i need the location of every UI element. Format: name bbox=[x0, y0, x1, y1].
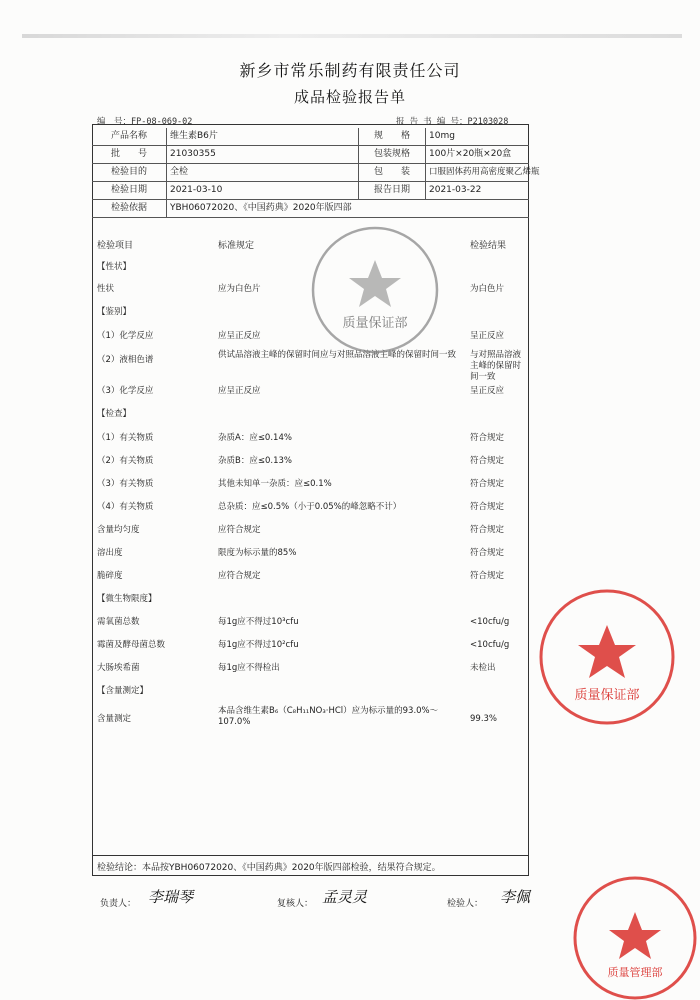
info-label: 检验日期 bbox=[92, 182, 167, 199]
section-heading: 【检查】 bbox=[97, 409, 132, 419]
test-item: 霉菌及酵母菌总数 bbox=[97, 640, 166, 650]
info-label: 产品名称 bbox=[92, 128, 167, 145]
test-item: （1）化学反应 bbox=[97, 331, 154, 341]
test-item: （2）有关物质 bbox=[97, 456, 154, 466]
scan-edge bbox=[22, 34, 682, 38]
test-result: 符合规定 bbox=[470, 571, 505, 581]
report-number: 报 告 书 编 号：P2103028 bbox=[396, 117, 509, 127]
responsible-signature: 李瑞琴 bbox=[148, 888, 194, 906]
column-header-standard: 标准规定 bbox=[218, 241, 255, 251]
test-result: 未检出 bbox=[470, 663, 496, 673]
info-label: 批 号 bbox=[92, 146, 167, 163]
basis-label: 检验依据 bbox=[92, 200, 167, 217]
test-result: 99.3% bbox=[470, 714, 498, 724]
section-heading: 【微生物限度】 bbox=[97, 594, 157, 604]
test-result: 呈正反应 bbox=[470, 331, 505, 341]
test-standard: 应符合规定 bbox=[218, 571, 261, 581]
company-red-stamp bbox=[535, 585, 680, 730]
test-result: <10cfu/g bbox=[470, 617, 510, 627]
info-row bbox=[92, 128, 529, 146]
test-item: （3）化学反应 bbox=[97, 386, 154, 396]
reviewer-label: 复核人： bbox=[277, 899, 314, 909]
test-standard: 限度为标示量的85% bbox=[218, 548, 297, 558]
info-row bbox=[92, 146, 529, 164]
test-result: 呈正反应 bbox=[470, 386, 505, 396]
info-label: 规 格 bbox=[359, 128, 426, 145]
test-standard: 应符合规定 bbox=[218, 525, 261, 535]
test-item: 脆碎度 bbox=[97, 571, 123, 581]
info-value: 全检 bbox=[167, 164, 359, 181]
test-item: 需氧菌总数 bbox=[97, 617, 140, 627]
inspector-label: 检验人： bbox=[447, 899, 484, 909]
test-item: 大肠埃希菌 bbox=[97, 663, 140, 673]
test-result: 符合规定 bbox=[470, 548, 505, 558]
info-value: 10mg bbox=[429, 131, 455, 141]
test-item: （2）液相色谱 bbox=[97, 355, 154, 365]
test-standard: 杂质B：应≤0.13% bbox=[218, 456, 292, 466]
test-result: 符合规定 bbox=[470, 479, 505, 489]
info-label: 报告日期 bbox=[359, 182, 426, 199]
test-result: 符合规定 bbox=[470, 525, 505, 535]
test-result: 符合规定 bbox=[470, 502, 505, 512]
test-result: 为白色片 bbox=[470, 284, 505, 294]
test-standard: 应呈正反应 bbox=[218, 331, 261, 341]
section-heading: 【鉴别】 bbox=[97, 307, 132, 317]
corner-red-stamp bbox=[565, 870, 700, 1000]
test-standard: 每1g应不得检出 bbox=[218, 663, 280, 673]
reviewer-signature: 孟灵灵 bbox=[322, 888, 368, 906]
document-number: 编 号：FP-08-069-02 bbox=[97, 117, 193, 127]
info-label: 检验目的 bbox=[92, 164, 167, 181]
test-item: 含量测定 bbox=[97, 714, 132, 724]
svg-text:质量保证部: 质量保证部 bbox=[574, 688, 640, 703]
section-heading: 【含量测定】 bbox=[97, 686, 149, 696]
info-value: 2021-03-10 bbox=[167, 182, 359, 199]
test-item: （4）有关物质 bbox=[97, 502, 154, 512]
test-standard: 其他未知单一杂质：应≤0.1% bbox=[218, 479, 332, 489]
inspector-signature: 李佩 bbox=[500, 888, 531, 906]
test-standard: 供试品溶液主峰的保留时间应与对照品溶液主峰的保留时间一致 bbox=[218, 350, 457, 360]
info-value: 21030355 bbox=[167, 146, 359, 163]
report-title: 成品检验报告单 bbox=[293, 88, 406, 106]
test-item: 含量均匀度 bbox=[97, 525, 140, 535]
info-row bbox=[92, 182, 529, 200]
test-result: <10cfu/g bbox=[470, 640, 510, 650]
info-value: 100片×20瓶×20盒 bbox=[429, 149, 512, 159]
info-value: 口服固体药用高密度聚乙烯瓶 bbox=[429, 167, 540, 177]
conclusion-divider bbox=[92, 855, 529, 856]
info-value: 维生素B6片 bbox=[167, 128, 359, 145]
column-header-result: 检验结果 bbox=[470, 241, 507, 251]
inspection-conclusion: 检验结论：本品按YBH06072020、《中国药典》2020年版四部检验，结果符合规定。 bbox=[97, 863, 441, 873]
test-standard: 杂质A：应≤0.14% bbox=[218, 433, 292, 443]
test-standard: 每1g应不得过10²cfu bbox=[218, 640, 299, 650]
info-row bbox=[92, 164, 540, 182]
test-standard: 总杂质：应≤0.5%（小于0.05%的峰忽略不计） bbox=[218, 502, 402, 512]
basis-row bbox=[92, 200, 529, 218]
test-result: 符合规定 bbox=[470, 456, 505, 466]
info-value: 2021-03-22 bbox=[429, 185, 482, 195]
test-item: （1）有关物质 bbox=[97, 433, 154, 443]
svg-text:质量保证部: 质量保证部 bbox=[342, 316, 408, 331]
section-heading: 【性状】 bbox=[97, 262, 132, 272]
info-label: 包 装 bbox=[359, 164, 426, 181]
column-header-item: 检验项目 bbox=[97, 241, 134, 251]
test-standard: 本品含维生素B₆（C₈H₁₁NO₃·HCl）应为标示量的93.0%～107.0% bbox=[218, 706, 439, 727]
basis-value: YBH06072020、《中国药典》2020年版四部 bbox=[170, 203, 352, 213]
test-item: 溶出度 bbox=[97, 548, 123, 558]
quality-assurance-stamp bbox=[305, 220, 445, 360]
responsible-label: 负责人： bbox=[100, 899, 137, 909]
company-name: 新乡市常乐制药有限责任公司 bbox=[239, 61, 461, 80]
info-label: 包装规格 bbox=[359, 146, 426, 163]
test-result: 符合规定 bbox=[470, 433, 505, 443]
test-item: 性状 bbox=[97, 284, 115, 294]
test-item: （3）有关物质 bbox=[97, 479, 154, 489]
test-standard: 应呈正反应 bbox=[218, 386, 261, 396]
test-standard: 应为白色片 bbox=[218, 284, 261, 294]
test-standard: 每1g应不得过10³cfu bbox=[218, 617, 299, 627]
svg-text:质量管理部: 质量管理部 bbox=[607, 966, 663, 979]
test-result: 与对照品溶液主峰的保留时间一致 bbox=[470, 350, 522, 382]
